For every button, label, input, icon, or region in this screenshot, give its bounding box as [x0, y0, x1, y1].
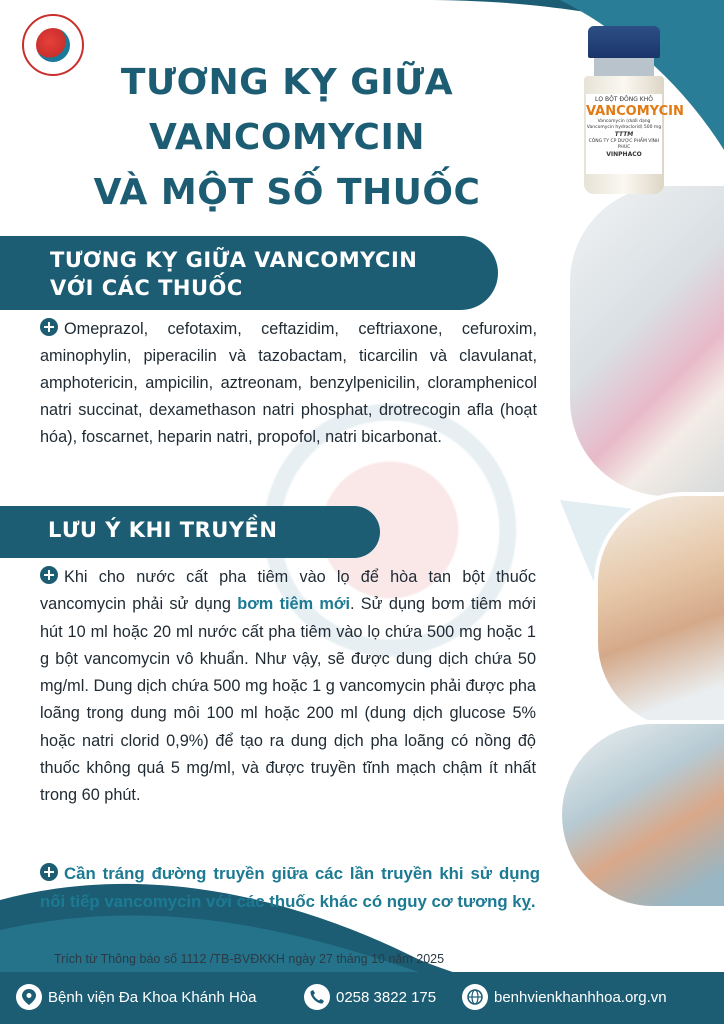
- footer-bar: [0, 972, 724, 1024]
- incompatible-drugs-text: [40, 316, 537, 451]
- section-heading-line-2: VỚI CÁC THUỐC: [50, 276, 243, 300]
- vial-brand: VANCOMYCIN: [586, 104, 684, 119]
- title-line-1: TƯƠNG KỴ GIỮA: [120, 62, 454, 103]
- footer-hospital: [16, 984, 256, 1010]
- instructions-text-after: . Sử dụng bơm tiêm mới hút 10 ml hoặc 20 ml nước cất pha tiêm vào lọ chứa 500 mg hoặc 1 g bột vancomycin vô khuẩn. Như vậy, sẽ được dung dịch chứa 50 mg/ml. Dung dịch chứa 500 mg hoặc 1 g vancomycin phải được pha loãng trong dung môi 100 ml hoặc 200 ml (dung dịch glucose 5% hoặc natri clorid 0,9%) để tạo ra dung dịch pha loãng có nồng độ thuốc không quá 5 mg/ml, và được truyền tĩnh mạch chậm ít nhất trong 60 phút.: [40, 595, 536, 805]
- page-title: [52, 55, 522, 220]
- plus-circle-icon: [40, 863, 58, 881]
- vial-maker: CÔNG TY CP DƯỢC PHẨM VĨNH PHÚC: [588, 139, 660, 150]
- section-heading-line-1: TƯƠNG KỴ GIỮA VANCOMYCIN: [50, 248, 418, 272]
- plus-circle-icon: [40, 318, 58, 336]
- source-citation: Trích từ Thông báo số 1112 /TB-BVĐKKH ngày 27 tháng 10 năm 2025: [54, 952, 445, 966]
- incompatible-drugs-list: Omeprazol, cefotaxim, ceftazidim, ceftriaxone, cefuroxim, aminophylin, piperacilin và tazobactam, ticarcilin và clavulanat, amphotericin, ampicilin, aztreonam, benzylpenicilin, cloramphenicol natri succinat, dexamethason natri phosphat, drotrecogin afla (hoạt hóa), foscarnet, heparin natri, propofol, natri bicarbonat.: [40, 320, 537, 446]
- section-heading-infusion-notes: LƯU Ý KHI TRUYỀN: [0, 506, 380, 558]
- title-line-3: VÀ MỘT SỐ THUỐC: [93, 172, 481, 213]
- vial-desc-2: Vancomycin hydroclorid) 500 mg: [586, 125, 662, 130]
- vial-neck: [594, 58, 654, 76]
- section-heading-incompatibility: [0, 236, 498, 310]
- vial-mark: TTTM: [614, 131, 634, 138]
- patient-infusion-photo: [566, 182, 724, 500]
- flush-line-note-text: Cần tráng đường truyền giữa các lần truyền khi sử dụng nối tiếp vancomycin với các thuốc khác có nguy cơ tương kỵ.: [40, 864, 540, 911]
- footer-website[interactable]: [462, 984, 667, 1010]
- title-line-2: VANCOMYCIN: [149, 117, 425, 158]
- vancomycin-vial-image: [584, 26, 684, 196]
- infusion-instructions: [40, 564, 536, 810]
- instructions-text-before: Khi cho nước cất pha tiêm vào lọ để hòa tan bột thuốc vancomycin phải sử dụng: [40, 568, 536, 614]
- phone-icon: [304, 984, 330, 1010]
- vial-top-text: LỌ BỘT ĐÔNG KHÔ: [595, 96, 653, 103]
- footer-phone[interactable]: [304, 984, 436, 1010]
- flush-line-note: [40, 860, 540, 916]
- footer-phone-number: 0258 3822 175: [336, 988, 437, 1006]
- footer-hospital-name: Bệnh viện Đa Khoa Khánh Hòa: [48, 988, 257, 1006]
- vial-cap: [588, 26, 660, 58]
- vial-desc-1: Vancomycin (dưới dạng: [597, 119, 651, 124]
- vial-label: [586, 94, 684, 174]
- plus-circle-icon: [40, 566, 58, 584]
- vial-short: VINPHACO: [606, 151, 642, 158]
- syringe-photo: [594, 492, 724, 732]
- instructions-highlight: bơm tiêm mới: [237, 595, 350, 614]
- location-pin-icon: [16, 984, 42, 1010]
- globe-icon: [462, 984, 488, 1010]
- footer-website-url: benhvienkhanhhoa.org.vn: [494, 988, 667, 1006]
